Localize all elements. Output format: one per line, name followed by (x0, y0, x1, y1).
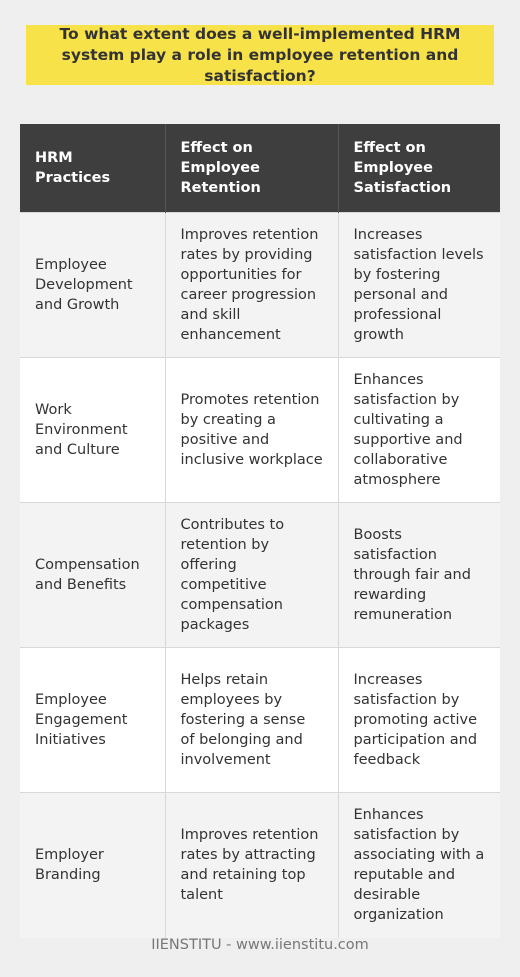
practice-cell: Employer Branding (20, 793, 165, 938)
footer-credit: IIENSTITU - www.iienstitu.com (151, 937, 369, 953)
retention-cell: Improves retention rates by providing opportunities for career progression and skill enhancement (165, 213, 338, 358)
practice-cell: Employee Development and Growth (20, 213, 165, 358)
practice-cell: Employee Engagement Initiatives (20, 648, 165, 793)
header-effect-on-satisfaction: Effect on Employee Satisfaction (338, 124, 500, 213)
practice-cell: Compensation and Benefits (20, 503, 165, 648)
table-row (20, 648, 500, 793)
satisfaction-cell: Enhances satisfaction by associating with a reputable and desirable organization (338, 793, 500, 938)
satisfaction-cell: Enhances satisfaction by cultivating a supportive and collaborative atmosphere (338, 358, 500, 503)
retention-cell: Promotes retention by creating a positive and inclusive workplace (165, 358, 338, 503)
table-row (20, 503, 500, 648)
table-row (20, 793, 500, 938)
header-hrm-practices: HRM Practices (20, 124, 165, 213)
page-title: To what extent does a well-implemented HRM system play a role in employee retention and satisfaction? (59, 24, 461, 85)
table-header-row (20, 124, 500, 213)
satisfaction-cell: Increases satisfaction levels by fostering personal and professional growth (338, 213, 500, 358)
satisfaction-cell: Boosts satisfaction through fair and rewarding remuneration (338, 503, 500, 648)
retention-cell: Contributes to retention by offering competitive compensation packages (165, 503, 338, 648)
retention-cell: Improves retention rates by attracting and retaining top talent (165, 793, 338, 938)
table-row (20, 358, 500, 503)
satisfaction-cell: Increases satisfaction by promoting active participation and feedback (338, 648, 500, 793)
header-effect-on-retention: Effect on Employee Retention (165, 124, 338, 213)
retention-cell: Helps retain employees by fostering a sense of belonging and involvement (165, 648, 338, 793)
hrm-table (20, 124, 500, 938)
practice-cell: Work Environment and Culture (20, 358, 165, 503)
table-row (20, 213, 500, 358)
title-banner (26, 25, 494, 85)
